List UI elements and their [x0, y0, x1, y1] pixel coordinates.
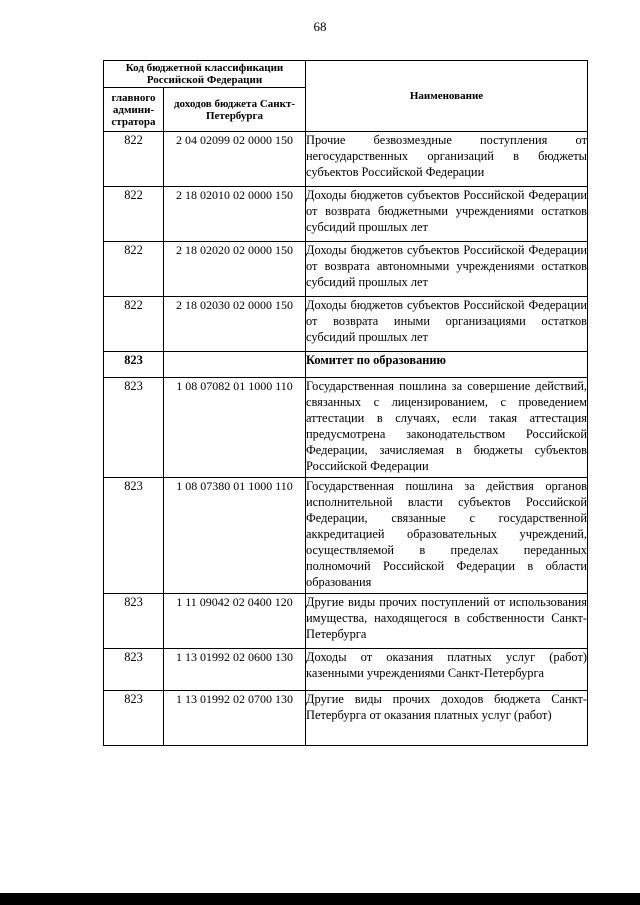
admin-code-cell: 823 [104, 594, 164, 649]
table-row [104, 691, 588, 746]
scan-edge-bar [0, 893, 640, 905]
income-code-cell: 1 11 09042 02 0400 120 [164, 594, 306, 649]
name-cell: Доходы бюджетов субъектов Российской Федерации от возврата иными организациями остатков субсидий прошлых лет [306, 297, 588, 352]
table-row [104, 297, 588, 352]
admin-code-cell: 822 [104, 187, 164, 242]
table-row [104, 242, 588, 297]
name-cell: Доходы бюджетов субъектов Российской Федерации от возврата автономными учреждениями остатков субсидий прошлых лет [306, 242, 588, 297]
income-code-cell: 2 18 02010 02 0000 150 [164, 187, 306, 242]
budget-classification-table [103, 60, 588, 746]
admin-code-cell: 823 [104, 478, 164, 594]
name-cell: Другие виды прочих доходов бюджета Санкт-Петербурга от оказания платных услуг (работ) [306, 691, 588, 746]
income-code-cell [164, 352, 306, 378]
table-row [104, 352, 588, 378]
table-row [104, 132, 588, 187]
table-body [104, 132, 588, 746]
admin-code-cell: 823 [104, 691, 164, 746]
name-cell: Прочие безвозмездные поступления от негосударственных организаций в бюджеты субъектов Российской Федерации [306, 132, 588, 187]
admin-code-cell: 822 [104, 242, 164, 297]
table-row [104, 594, 588, 649]
admin-code-cell: 822 [104, 132, 164, 187]
table-row [104, 649, 588, 691]
table-row [104, 478, 588, 594]
income-code-cell: 2 04 02099 02 0000 150 [164, 132, 306, 187]
income-code-cell: 2 18 02030 02 0000 150 [164, 297, 306, 352]
name-cell: Государственная пошлина за действия органов исполнительной власти субъектов Российской Федерации, связанные с государственной аккредитацией образовательных учреждений, осуществляемой в пределах переданных полномочий Российской Федерации в области образования [306, 478, 588, 594]
admin-code-cell: 823 [104, 352, 164, 378]
income-code-cell: 2 18 02020 02 0000 150 [164, 242, 306, 297]
name-cell: Доходы от оказания платных услуг (работ) казенными учреждениями Санкт-Петербурга [306, 649, 588, 691]
income-code-cell: 1 13 01992 02 0600 130 [164, 649, 306, 691]
page-number: 68 [313, 19, 327, 34]
header-classification-code: Код бюджетной классификации Российской Федерации [104, 61, 306, 88]
table-row [104, 378, 588, 478]
income-code-cell: 1 08 07082 01 1000 110 [164, 378, 306, 478]
name-cell: Другие виды прочих поступлений от использования имущества, находящегося в собственности Санкт-Петербурга [306, 594, 588, 649]
header-income: доходов бюджета Санкт-Петербурга [164, 88, 306, 132]
header-name: Наименование [306, 61, 588, 132]
section-title-cell: Комитет по образованию [306, 352, 588, 378]
header-admin: главного админи-стратора [104, 88, 164, 132]
name-cell: Государственная пошлина за совершение действий, связанных с лицензированием, с проведением аттестации в случаях, если такая аттестация предусмотрена законодательством Российской Федерации, зачисляемая в бюджеты субъектов Российской Федерации [306, 378, 588, 478]
admin-code-cell: 823 [104, 649, 164, 691]
income-code-cell: 1 13 01992 02 0700 130 [164, 691, 306, 746]
income-code-cell: 1 08 07380 01 1000 110 [164, 478, 306, 594]
admin-code-cell: 823 [104, 378, 164, 478]
table-row [104, 187, 588, 242]
admin-code-cell: 822 [104, 297, 164, 352]
name-cell: Доходы бюджетов субъектов Российской Федерации от возврата бюджетными учреждениями остатков субсидий прошлых лет [306, 187, 588, 242]
